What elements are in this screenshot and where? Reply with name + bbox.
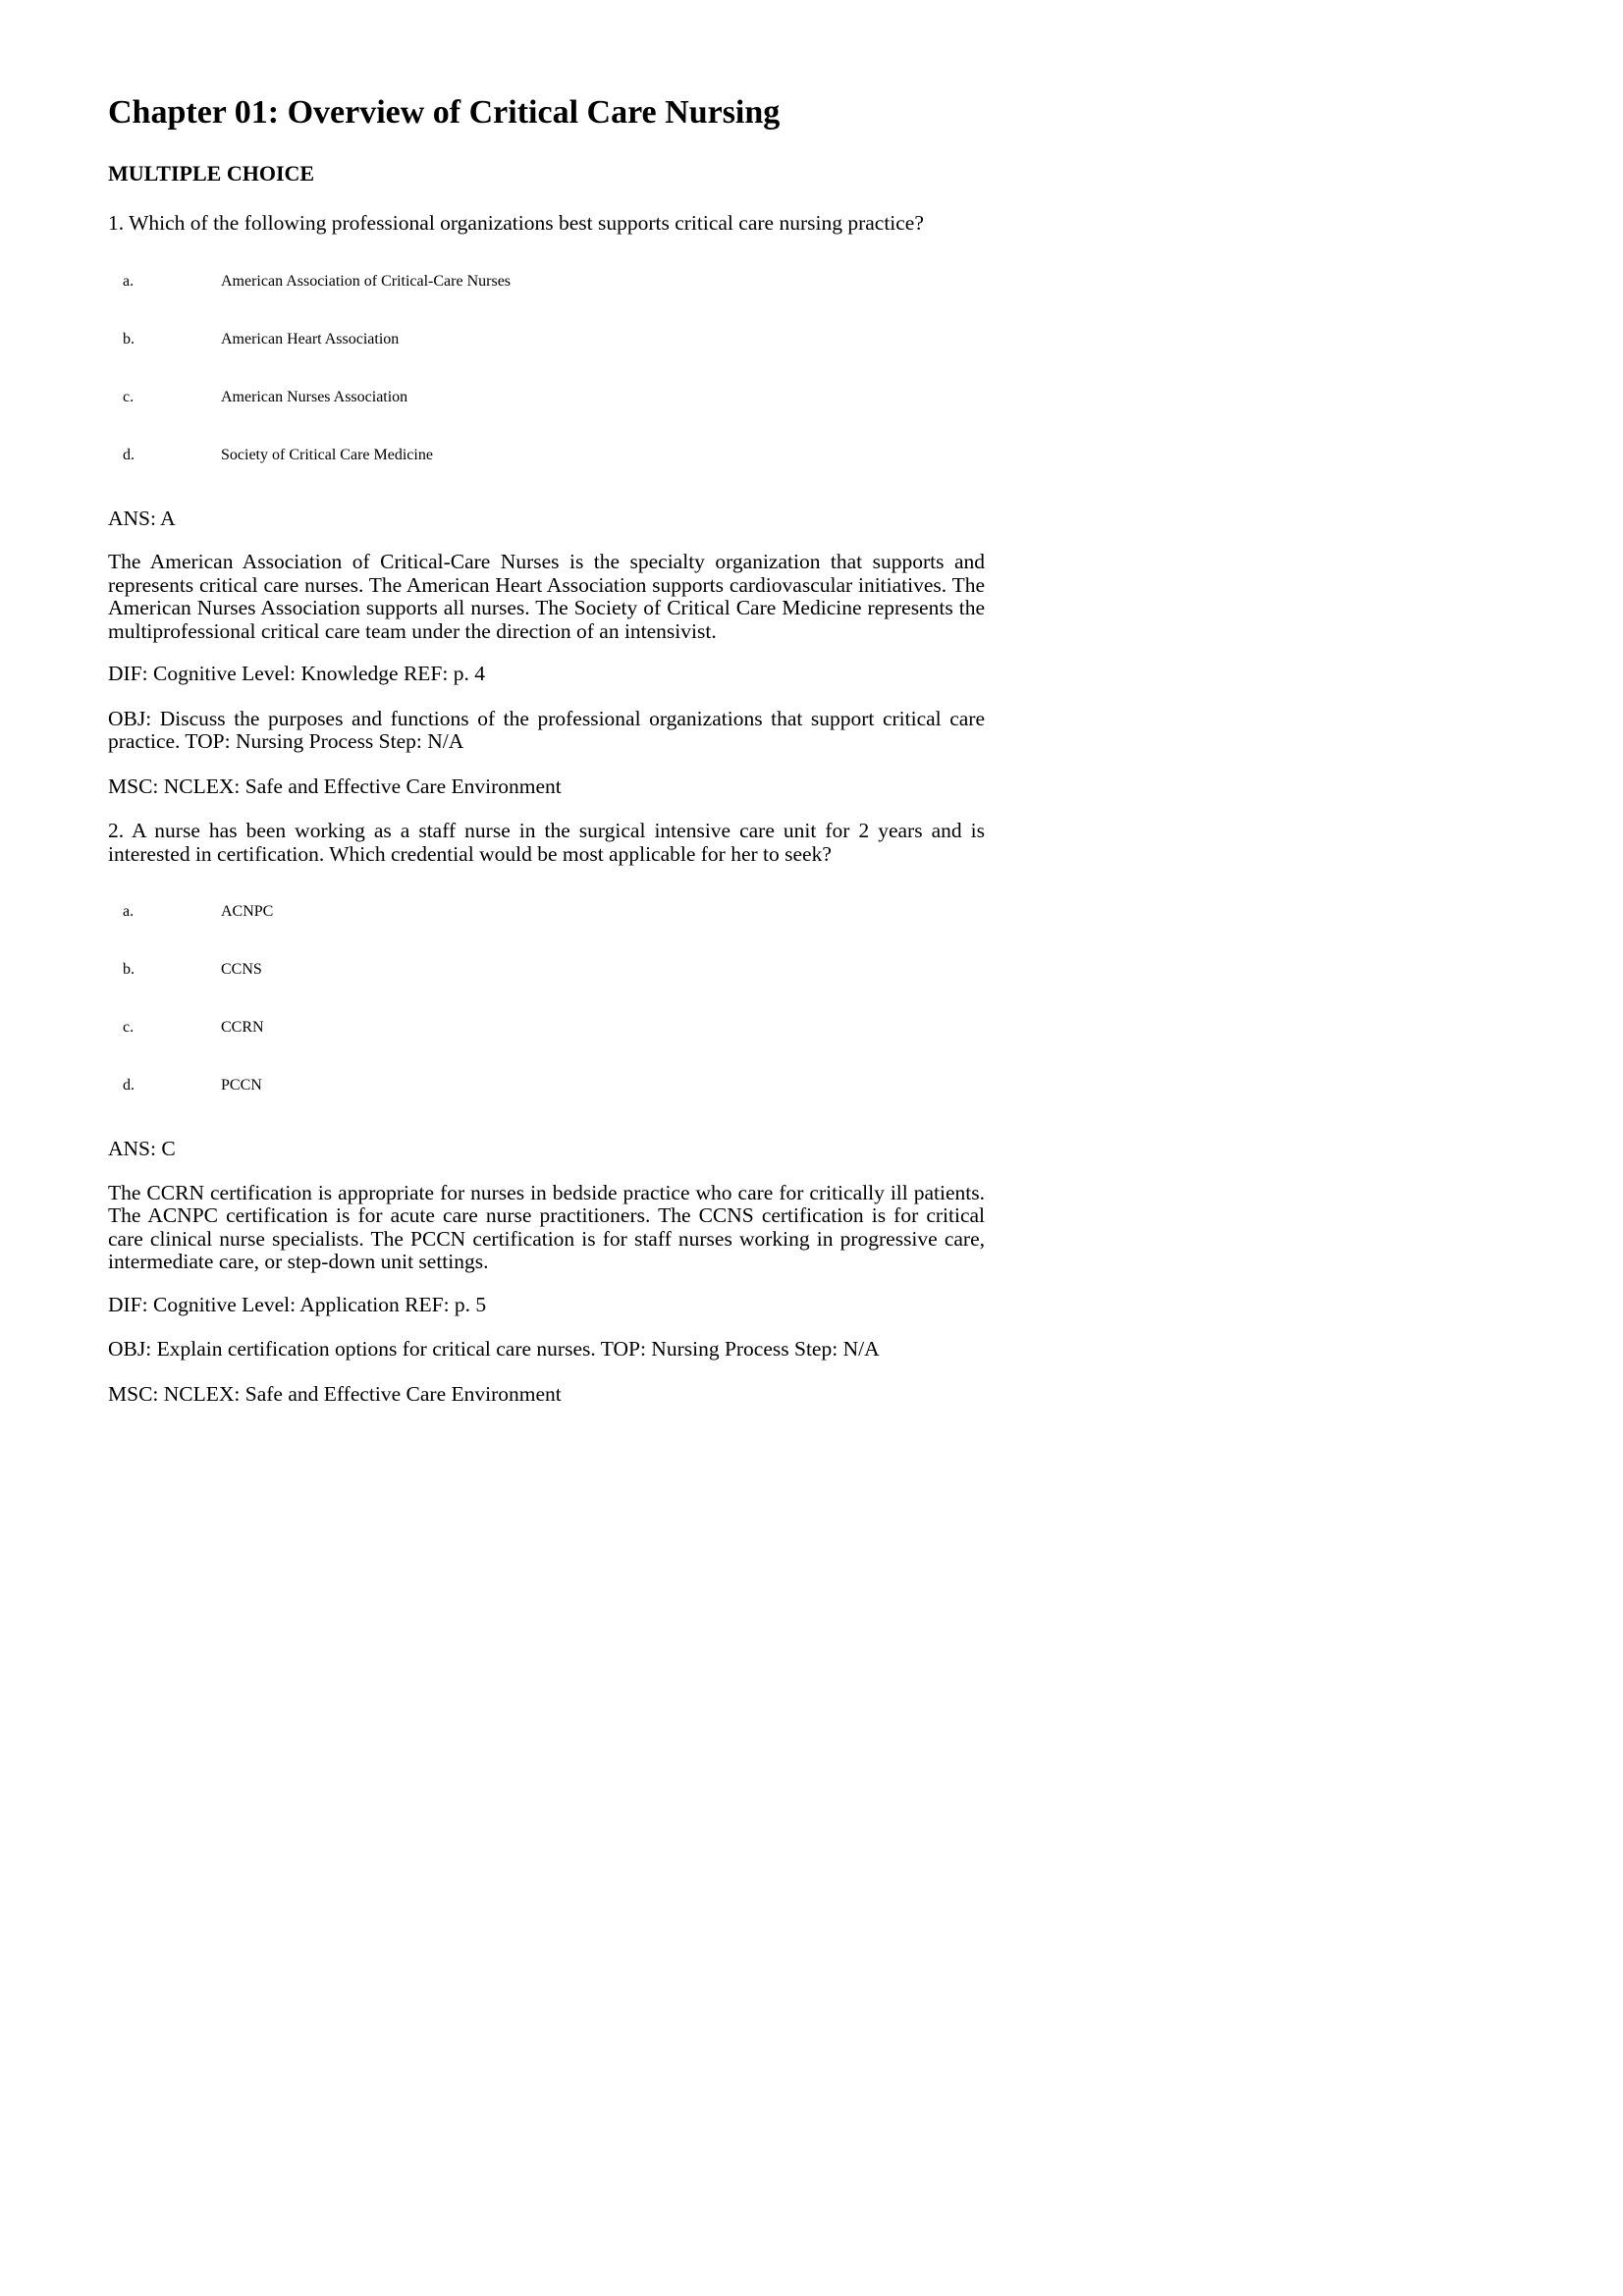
option-letter: a. [123,272,135,290]
question-block-2 [108,820,985,1406]
option-text: American Heart Association [221,330,400,347]
options-list [108,273,985,464]
page-title: Chapter 01: Overview of Critical Care Nursing [108,94,781,131]
option-text: PCCN [221,1077,262,1095]
options-list [108,903,985,1095]
option-a [108,903,985,921]
msc-line: MSC: NCLEX: Safe and Effective Care Environment [108,1381,562,1406]
answer-line: ANS: C [108,1137,176,1161]
option-a [108,273,985,291]
option-text: ACNPC [221,903,274,921]
obj-line: OBJ: Explain certification options for critical care nurses. TOP: Nursing Process Step: N/A [108,1337,880,1362]
option-text: CCRN [221,1019,264,1037]
option-letter: a. [123,903,135,921]
dif-line: DIF: Cognitive Level: Application REF: p. 5 [108,1292,487,1316]
answer-line: ANS: A [108,506,176,530]
option-letter: b. [123,961,135,979]
obj-line: OBJ: Discuss the purposes and functions of the professional organizations that support critical care practice. TOP: Nursing Process Step: N/A [108,706,985,754]
rationale-text: The CCRN certification is appropriate for nurses in bedside practice who care for critically ill patients. The ACNPC certification is for acute care nurse practitioners. The CCNS certification is for critical care clinical nurse specialists. The PCCN certification is for staff nurses working in progressive care, intermediate care, or step-down unit settings. [108,1180,985,1274]
dif-line: DIF: Cognitive Level: Knowledge REF: p. 4 [108,662,485,686]
question-block-1 [108,212,985,798]
option-letter: d. [123,446,135,463]
document-content [108,94,985,1427]
option-text: American Association of Critical-Care Nurses [221,272,512,290]
option-text: Society of Critical Care Medicine [221,446,433,463]
option-letter: c. [123,388,135,405]
option-b [108,331,985,348]
msc-line: MSC: NCLEX: Safe and Effective Care Environment [108,774,562,798]
option-letter: c. [123,1019,135,1037]
option-d [108,447,985,464]
question-stem: 2. A nurse has been working as a staff nurse in the surgical intensive care unit for 2 years and is interested in certification. Which credential would be most applicable for her to seek? [108,819,985,866]
section-header: MULTIPLE CHOICE [108,161,315,187]
rationale-text: The American Association of Critical-Care Nurses is the specialty organization that supports and represents critical care nurses. The American Heart Association supports cardiovascular initiatives. The American Nurses Association supports all nurses. The Society of Critical Care Medicine represents the multiprofessional critical care team under the direction of an intensivist. [108,550,985,643]
option-c [108,1019,985,1037]
option-text: CCNS [221,961,262,979]
option-letter: d. [123,1077,135,1095]
option-d [108,1077,985,1095]
option-b [108,961,985,979]
option-letter: b. [123,330,135,347]
option-text: American Nurses Association [221,388,408,405]
option-c [108,389,985,406]
question-stem: 1. Which of the following professional organizations best supports critical care nursing practice? [108,211,924,236]
